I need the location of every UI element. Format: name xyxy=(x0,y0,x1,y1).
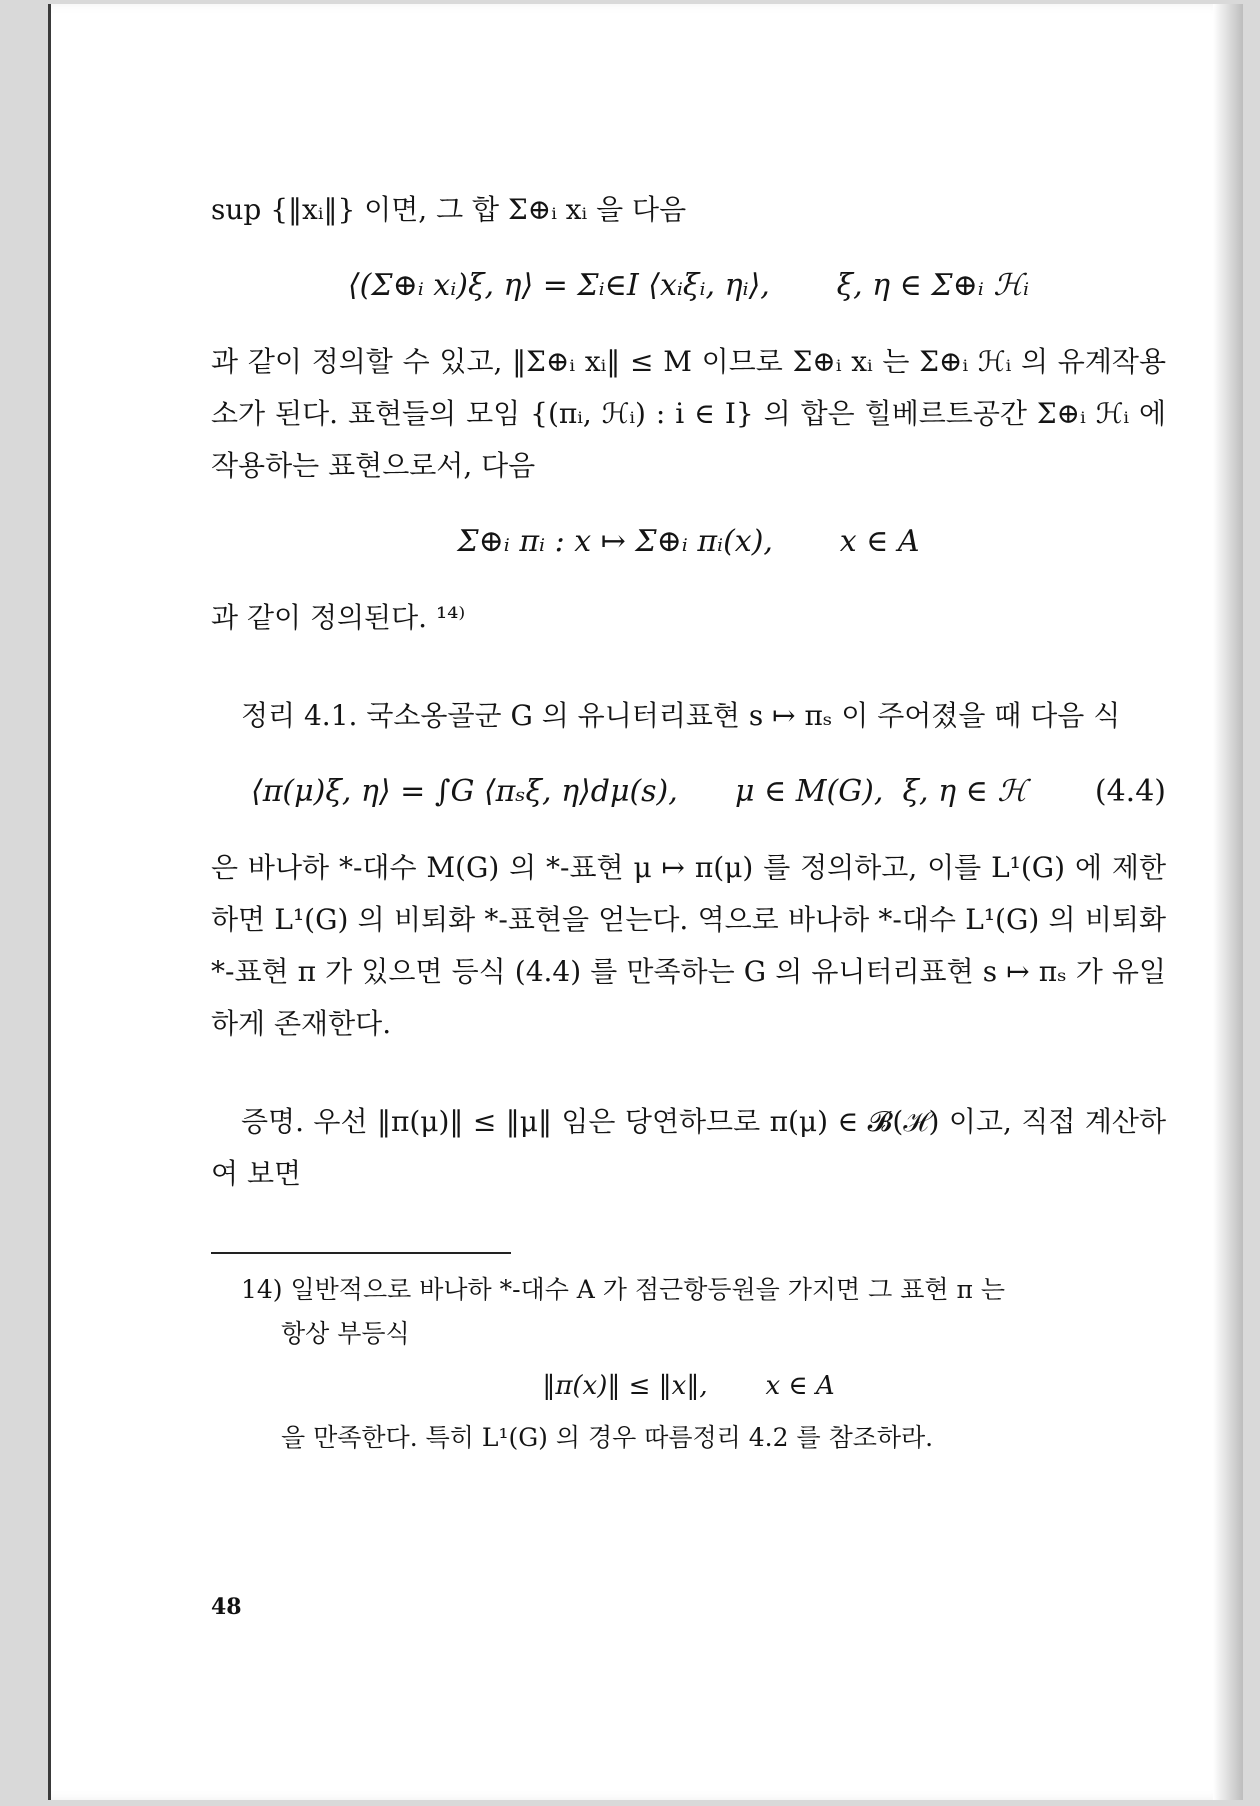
footnote xyxy=(211,1268,1166,1460)
footnote-equation: ‖π(x)‖ ≤ ‖x‖, x ∈ A xyxy=(542,1371,835,1401)
equation-4-4-body: ⟨π(μ)ξ, η⟩ = ∫G ⟨πₛξ, η⟩dμ(s), μ ∈ M(G), ξ, η ∈ ℋ xyxy=(251,774,1027,809)
paragraph-defined: 과 같이 정의된다. ¹⁴⁾ xyxy=(211,601,466,634)
page-content xyxy=(211,184,1166,1460)
text-line-sup: sup {‖xᵢ‖} 이면, 그 합 Σ⊕ᵢ xᵢ 을 다음 xyxy=(211,193,687,226)
book-page xyxy=(48,4,1243,1800)
paragraph-bounded-operator: 과 같이 정의할 수 있고, ‖Σ⊕ᵢ xᵢ‖ ≤ M 이므로 Σ⊕ᵢ xᵢ 는 Σ⊕ᵢ ℋᵢ 의 유계작용소가 된다. 표현들의 모임 {(πᵢ, ℋᵢ) : i ∈ I} 의 합은 힐베르트공간 Σ⊕ᵢ ℋᵢ 에 작용하는 표현으로서, 다음 xyxy=(211,345,1166,482)
proof-paragraph: 증명. 우선 ‖π(μ)‖ ≤ ‖μ‖ 임은 당연하므로 π(μ) ∈ 𝓑(ℋ) 이고, 직접 계산하여 보면 xyxy=(211,1105,1166,1190)
equation-4-4 xyxy=(211,766,1166,818)
theorem-body: 은 바나하 *-대수 M(G) 의 *-표현 μ ↦ π(μ) 를 정의하고, 이를 L¹(G) 에 제한하면 L¹(G) 의 비퇴화 *-표현을 얻는다. 역으로 바나하 *-대수 L¹(G) 의 비퇴화 *-표현 π 가 있으면 등식 (4.4) 를 만족하는 G 의 유니터리표현 s ↦ πₛ 가 유일하게 존재한다. xyxy=(211,851,1166,1040)
theorem-heading: 정리 4.1. 국소옹골군 G 의 유니터리표현 s ↦ πₛ 이 주어졌을 때 다음 식 xyxy=(241,699,1121,732)
footnote-divider xyxy=(211,1252,511,1254)
page-edge-shadow xyxy=(1213,4,1243,1800)
footnote-line-3: 을 만족한다. 특히 L¹(G) 의 경우 따름정리 4.2 를 참조하라. xyxy=(281,1423,934,1452)
page-number: 48 xyxy=(211,1594,242,1620)
equation-label: (4.4) xyxy=(1094,774,1166,809)
footnote-line-2: 항상 부등식 xyxy=(281,1319,410,1348)
equation-direct-sum-operator: ⟨(Σ⊕ᵢ xᵢ)ξ, η⟩ = Σᵢ∈I ⟨xᵢξᵢ, ηᵢ⟩, ξ, η ∈ Σ⊕ᵢ ℋᵢ xyxy=(347,268,1030,303)
equation-direct-sum-representation: Σ⊕ᵢ πᵢ : x ↦ Σ⊕ᵢ πᵢ(x), x ∈ A xyxy=(457,524,920,559)
footnote-line-1: 14) 일반적으로 바나하 *-대수 A 가 점근항등원을 가지면 그 표현 π 는 xyxy=(241,1275,1006,1304)
